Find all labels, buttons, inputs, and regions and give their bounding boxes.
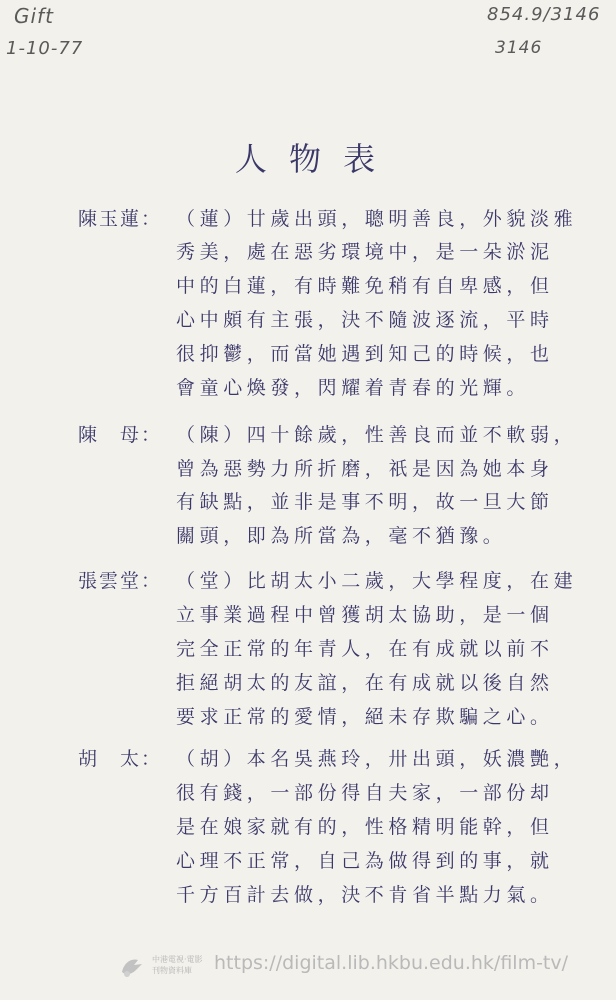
character-description-line: 很抑鬱，而當她遇到知己的時候，也 bbox=[176, 343, 554, 365]
character-description-line: 要求正常的愛情，絕未存欺騙之心。 bbox=[176, 706, 554, 728]
character-description-line: 完全正常的年青人，在有成就以前不 bbox=[176, 638, 554, 660]
handwritten-date-note: 1-10-77 bbox=[6, 38, 84, 59]
handwritten-gift-note: Gift bbox=[14, 4, 54, 28]
handwritten-call-number: 854.9/3146 bbox=[487, 4, 601, 25]
archive-logo-line2: 刊物資料庫 bbox=[152, 966, 192, 975]
character-name: 陳玉蓮： bbox=[78, 208, 163, 230]
character-description-line: 曾為惡勢力所折磨，祇是因為她本身 bbox=[176, 458, 554, 480]
character-name: 胡 太： bbox=[78, 748, 163, 770]
character-description-line: 很有錢，一部份得自夫家，一部份却 bbox=[176, 782, 554, 804]
character-description-line: 會童心煥發，閃耀着青春的光輝。 bbox=[176, 377, 531, 399]
character-description-line: 關頭，即為所當為，毫不猶豫。 bbox=[176, 525, 507, 547]
character-description-line: 秀美，處在惡劣環境中，是一朵淤泥 bbox=[176, 241, 554, 263]
archive-url-link[interactable]: https://digital.lib.hkbu.edu.hk/film-tv/ bbox=[214, 952, 569, 974]
character-description-line: （蓮）廿歲出頭，聰明善良，外貌淡雅 bbox=[176, 208, 578, 230]
character-description-line: 心中頗有主張，決不隨波逐流，平時 bbox=[176, 309, 554, 331]
character-description-line: 千方百計去做，決不肯省半點力氣。 bbox=[176, 884, 554, 906]
character-description-line: （堂）比胡太小二歲，大學程度，在建 bbox=[176, 570, 578, 592]
character-name: 張雲堂： bbox=[78, 570, 163, 592]
character-description-line: 中的白蓮，有時難免稍有自卑感，但 bbox=[176, 275, 554, 297]
character-description-line: 有缺點，並非是事不明，故一旦大節 bbox=[176, 491, 554, 513]
character-description-line: （陳）四十餘歲，性善良而並不軟弱， bbox=[176, 424, 578, 446]
film-archive-logo-icon bbox=[118, 952, 148, 982]
character-description-line: 是在娘家就有的，性格精明能幹，但 bbox=[176, 816, 554, 838]
character-description-line: 心理不正常，自己為做得到的事，就 bbox=[176, 850, 554, 872]
character-description-line: （胡）本名吳燕玲，卅出頭，妖濃艷， bbox=[176, 748, 578, 770]
character-name: 陳 母： bbox=[78, 424, 163, 446]
page-title: 人 物 表 bbox=[234, 140, 382, 178]
character-description-line: 立事業過程中曾獲胡太協助，是一個 bbox=[176, 604, 554, 626]
character-description-line: 拒絕胡太的友誼，在有成就以後自然 bbox=[176, 672, 554, 694]
handwritten-accession-number: 3146 bbox=[495, 38, 543, 58]
archive-watermark bbox=[118, 950, 598, 984]
archive-logo-text bbox=[152, 954, 203, 976]
archive-logo-line1: 中港電視‧電影 bbox=[152, 955, 203, 964]
